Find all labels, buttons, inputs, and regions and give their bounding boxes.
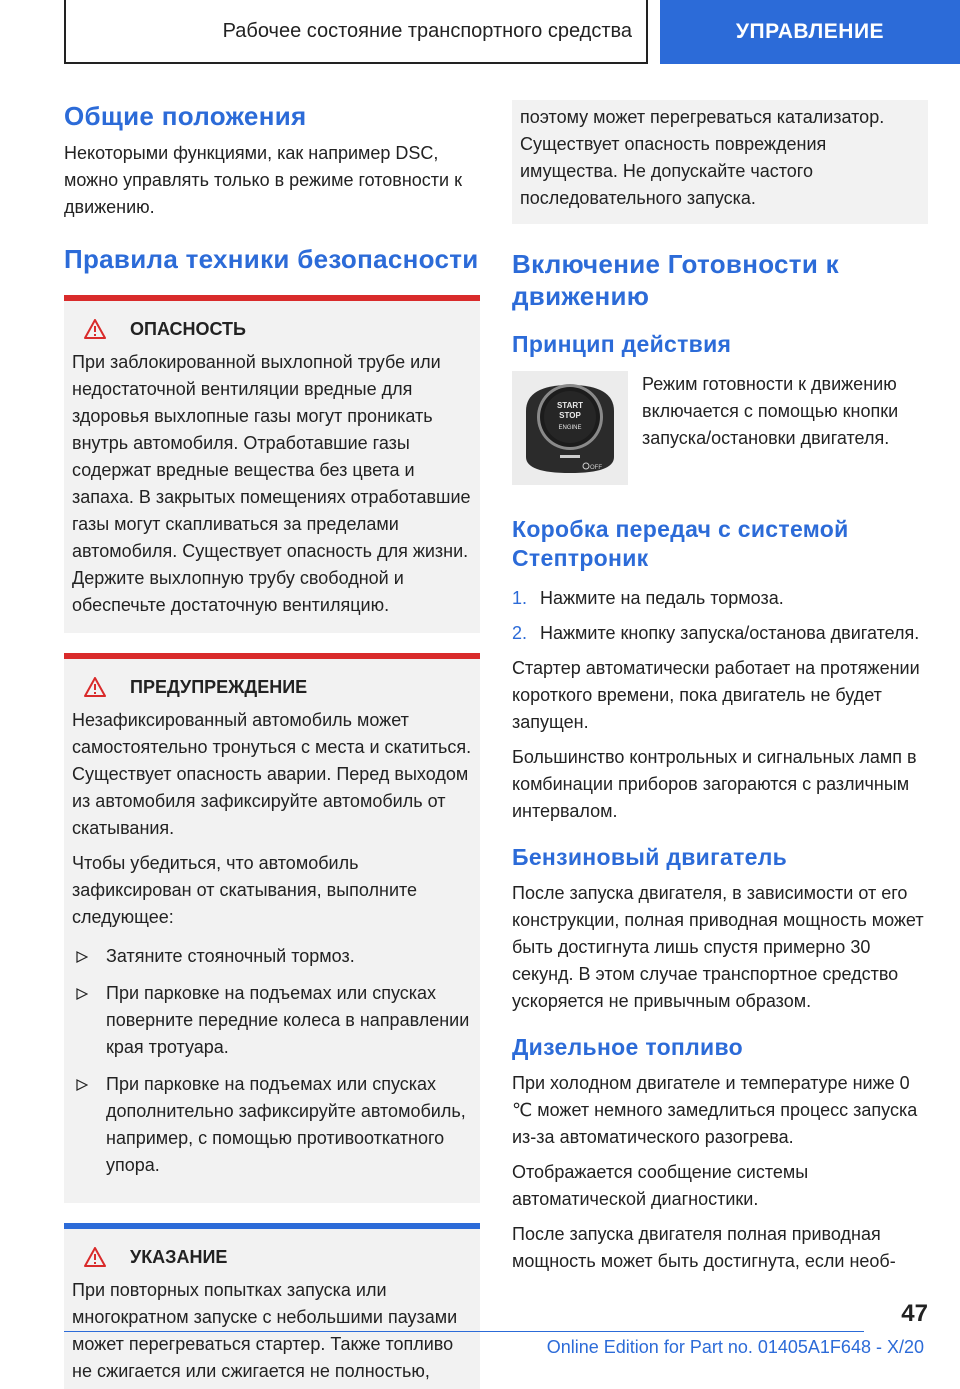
running-header [64, 0, 648, 64]
note-text: При повторных попытках запуска или многократном запуске с небольшими паузами может перегреваться стартер. Также топливо не сжигается или сжигается не полностью, [72, 1280, 458, 1381]
principle-text: Режим готовности к движению включается с помощью кнопки запуска/остановки двигателя. [642, 374, 899, 448]
diesel-text-3: После запуска двигателя полная приводная мощность может быть достигнута, если необ- [512, 1224, 896, 1271]
petrol-text: После запуска двигателя, в зависимости от его конструкции, полная приводная мощность может быть достигнута лишь спустя примерно 30 секунд. В этом случае транспортное средство ускоряется не привычным образом. [512, 883, 924, 1011]
list-item [512, 620, 928, 647]
warning-triangle-icon [84, 677, 106, 697]
danger-text: При заблокированной выхлопной трубе или недостаточной вентиляции вредные для здоровья выхлопные газы могут проникать внутрь автомобиля. Отработавшие газы содержат вредные вещества без цвета и запаха. В закрытых помещениях отработавшие газы могут скапливаться за пределами автомобиля. Существует опасность для жизни. Держите выхлопную трубу свободной и обеспечьте достаточную вентиляцию. [72, 352, 471, 615]
note-continuation-box [512, 100, 928, 224]
triangle-bullet-icon [76, 988, 88, 1000]
starter-text: Стартер автоматически работает на протяжении короткого времени, пока двигатель не будет запущен. [512, 658, 920, 732]
list-item [512, 585, 928, 612]
bullet-text: Затяните стояночный тормоз. [106, 946, 355, 966]
danger-title-row [72, 315, 472, 343]
list-item [72, 1071, 472, 1179]
warning-title: ПРЕДУПРЕЖДЕНИЕ [130, 676, 308, 697]
general-text: Некоторыми функциями, как например DSC, можно управлять только в режиме готовности к движению. [64, 143, 462, 217]
warning-triangle-icon [84, 1247, 106, 1267]
triangle-bullet-icon [76, 1079, 88, 1091]
principle-heading: Принцип действия [512, 331, 732, 357]
diesel-text-1: При холодном двигателе и температуре ниже 0 ℃ может немного замедлиться процесс запуска из-за автоматического разогрева. [512, 1073, 918, 1147]
ready-heading: Включение Готовности к движению [512, 249, 839, 311]
warning-title-row [72, 673, 472, 701]
list-item [72, 943, 472, 970]
button-label-stop: STOP [559, 411, 581, 420]
note-box [64, 1223, 480, 1389]
button-label-start: START [556, 401, 584, 410]
list-item [72, 980, 472, 1061]
bullet-text: При парковке на подъемах или спусках дополнительно зафиксируйте автомобиль, например, с помощью противооткатного упора. [106, 1074, 466, 1175]
petrol-heading: Бензиновый двигатель [512, 844, 788, 870]
steptronic-heading: Коробка передач с системой Стептроник [512, 516, 849, 571]
warning-text-1: Незафиксированный автомобиль может самостоятельно тронуться с места и скатиться. Существует опасность аварии. Перед выходом из автомобиля зафиксируйте автомобиль от скатывания. [72, 710, 472, 838]
chapter-tab[interactable] [660, 0, 960, 64]
chapter-title: УПРАВЛЕНИЕ [735, 20, 885, 43]
warning-text-2: Чтобы убедиться, что автомобиль зафиксирован от скатывания, выполните следующее: [72, 853, 418, 927]
danger-box [64, 295, 480, 633]
triangle-bullet-icon [76, 951, 88, 963]
warning-triangle-icon [84, 319, 106, 339]
step-number: 2. [512, 623, 528, 643]
general-heading: Общие положения [64, 101, 307, 131]
steps-list [512, 585, 928, 647]
diesel-heading: Дизельное топливо [512, 1034, 743, 1060]
page-number: 47 [901, 1300, 928, 1327]
note-title: УКАЗАНИЕ [130, 1246, 228, 1267]
warning-box [64, 653, 480, 1203]
note-title-row [72, 1243, 472, 1271]
footer-edition[interactable]: Online Edition for Part no. 01405A1F648 - X/20 [546, 1337, 924, 1357]
button-label-engine: ENGINE [558, 425, 582, 431]
step-text: Нажмите на педаль тормоза. [540, 588, 784, 608]
diesel-text-2: Отображается сообщение системы автоматической диагностики. [512, 1162, 809, 1209]
right-column [512, 100, 928, 1283]
danger-title: ОПАСНОСТЬ [130, 318, 246, 339]
start-stop-button-image [512, 371, 628, 485]
safety-heading: Правила техники безопасности [64, 244, 479, 274]
left-column [64, 100, 480, 1389]
button-label-off: OFF [590, 465, 602, 471]
step-text: Нажмите кнопку запуска/останова двигателя. [540, 623, 920, 643]
lamps-text: Большинство контрольных и сигнальных ламп в комбинации приборов загораются с различным интервалом. [512, 747, 917, 821]
step-number: 1. [512, 588, 528, 608]
note-continuation-text: поэтому может перегреваться катализатор. Существует опасность повреждения имущества. Не допускайте частого последовательного запуска. [520, 107, 885, 208]
header-section-title: Рабочее состояние транспортного средства [222, 19, 632, 42]
bullet-text: При парковке на подъемах или спусках поверните передние колеса в направлении края тротуара. [106, 983, 470, 1057]
warning-bullet-list [72, 943, 472, 1179]
principle-row [512, 371, 928, 485]
